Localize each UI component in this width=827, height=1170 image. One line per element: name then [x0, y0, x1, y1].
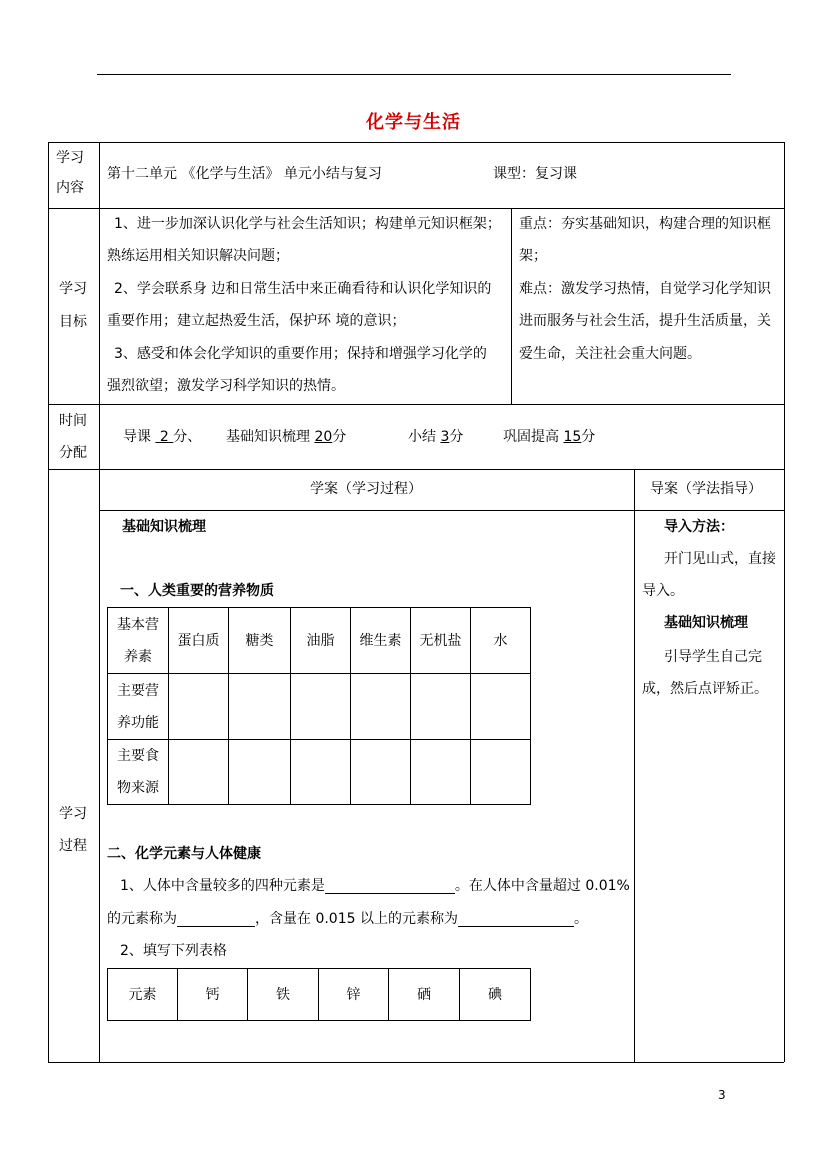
table-cell: [291, 740, 351, 805]
row-label: 时间: [59, 413, 87, 429]
table-cell: [229, 674, 291, 740]
table-cell: 主要营 养功能: [108, 674, 169, 740]
question-2: 2、填写下列表格: [120, 943, 227, 959]
time-item-summary: [408, 421, 463, 453]
table-cell: 元素: [108, 969, 178, 1021]
time-value: 2: [159, 429, 169, 445]
lesson-type: 课型：复习课: [493, 166, 577, 182]
time-unit: 分、: [173, 429, 202, 445]
table-border-bottom: [48, 1062, 784, 1063]
time-unit: 分: [581, 429, 596, 445]
table-cell: 维生素: [351, 608, 411, 674]
goal-line: 2、学会联系身 边和日常生活中来正确看待和认识化学知识的: [114, 281, 492, 297]
table-cell: [411, 740, 471, 805]
header-rule: [97, 74, 731, 75]
table-cell: 主要食 物来源: [108, 740, 169, 805]
question-1: 1、人体中含量较多的四种元素是 。在人体中含量超过 0.01%: [120, 878, 630, 894]
table-cell: 油脂: [291, 608, 351, 674]
table-cell: [351, 674, 411, 740]
time-label: 基础知识梳理: [226, 429, 310, 445]
table-cell: 锌: [319, 969, 389, 1021]
table-cell: [169, 740, 229, 805]
table-cell: 碘: [460, 969, 531, 1021]
table-cell: 无机盐: [411, 608, 471, 674]
row-label: 内容: [56, 180, 84, 196]
table-border-right: [784, 142, 785, 1062]
lesson-topic: 第十二单元 《化学与生活》 单元小结与复习: [107, 166, 382, 182]
time-item-consolidate: [503, 421, 595, 453]
table-row-divider: [48, 469, 784, 470]
part2-heading: 二、化学元素与人体健康: [107, 846, 261, 862]
focus-line: 重点：夯实基础知识，构建合理的知识框: [519, 216, 771, 232]
table-cell: [471, 740, 531, 805]
table-cell: [411, 674, 471, 740]
table-row: [108, 969, 531, 1021]
focus-line: 爱生命，关注社会重大问题。: [519, 346, 701, 362]
guide-intro-heading: 导入方法：: [664, 519, 734, 535]
column-header-plan: 学案（学习过程）: [310, 481, 422, 497]
time-label: 导课: [123, 429, 151, 445]
focus-line: 进而服务与社会生活，提升生活质量，关: [519, 313, 771, 329]
table-row: [108, 740, 531, 805]
table-cell: 硒: [389, 969, 460, 1021]
row-label: 学习: [59, 806, 87, 822]
row-label: 分配: [59, 445, 87, 461]
guide-line: 导入。: [642, 583, 684, 599]
time-unit: 分: [449, 429, 464, 445]
time-value: 3: [440, 429, 450, 445]
table-col-divider: [634, 469, 635, 1062]
part1-heading: 一、人类重要的营养物质: [120, 583, 274, 599]
page-number: 3: [718, 1088, 726, 1102]
table-cell: 基本营 养素: [108, 608, 169, 674]
table-row-divider: [48, 404, 784, 405]
table-cell: [291, 674, 351, 740]
section-heading: 基础知识梳理: [122, 519, 206, 535]
goal-line: 3、感受和体会化学知识的重要作用；保持和增强学习化学的: [114, 346, 487, 362]
time-unit: 分: [332, 429, 347, 445]
time-item-intro: [123, 421, 201, 453]
goal-line: 1、进一步加深认识化学与社会生活知识；构建单元知识框架；: [114, 216, 501, 232]
time-value: 20: [314, 429, 333, 445]
nutrient-table: [107, 607, 531, 805]
focus-line: 架；: [519, 248, 547, 264]
element-table: [107, 968, 531, 1021]
table-cell: [229, 740, 291, 805]
blank-field[interactable]: [177, 910, 255, 927]
page-title: 化学与生活: [366, 112, 461, 133]
table-row: [108, 608, 531, 674]
table-cell: 蛋白质: [169, 608, 229, 674]
table-border-left: [48, 142, 49, 1062]
goal-line: 强烈欲望；激发学习科学知识的热情。: [107, 378, 345, 394]
row-label: 目标: [59, 314, 87, 330]
table-col-divider: [99, 142, 100, 1062]
goal-line: 熟练运用相关知识解决问题；: [107, 248, 289, 264]
row-label: 学习: [56, 150, 84, 166]
table-cell: 钙: [178, 969, 248, 1021]
column-header-guide: 导案（学法指导）: [650, 481, 762, 497]
guide-basic-heading: 基础知识梳理: [664, 615, 748, 631]
time-value: 15: [563, 429, 582, 445]
table-cell: [351, 740, 411, 805]
table-row: [108, 674, 531, 740]
time-label: 小结: [408, 429, 436, 445]
guide-line: 成，然后点评矫正。: [642, 681, 768, 697]
time-label: 巩固提高: [503, 429, 559, 445]
focus-line: 难点：激发学习热情，自觉学习化学知识: [519, 281, 771, 297]
blank-field[interactable]: [325, 877, 455, 894]
row-label: 学习: [59, 281, 87, 297]
table-cell: 铁: [248, 969, 319, 1021]
table-col-divider: [511, 208, 512, 404]
row-label: 过程: [59, 838, 87, 854]
blank-field[interactable]: [458, 910, 574, 927]
guide-line: 开门见山式，直接: [664, 551, 776, 567]
question-1-cont: 的元素称为 ，含量在 0.015 以上的元素称为 。: [107, 911, 588, 927]
table-border-top: [48, 142, 784, 143]
table-cell: 水: [471, 608, 531, 674]
table-cell: [169, 674, 229, 740]
time-item-basic: [226, 421, 346, 453]
guide-line: 引导学生自己完: [664, 649, 762, 665]
table-cell: 糖类: [229, 608, 291, 674]
table-cell: [471, 674, 531, 740]
goal-line: 重要作用；建立起热爱生活，保护环 境的意识；: [107, 313, 406, 329]
